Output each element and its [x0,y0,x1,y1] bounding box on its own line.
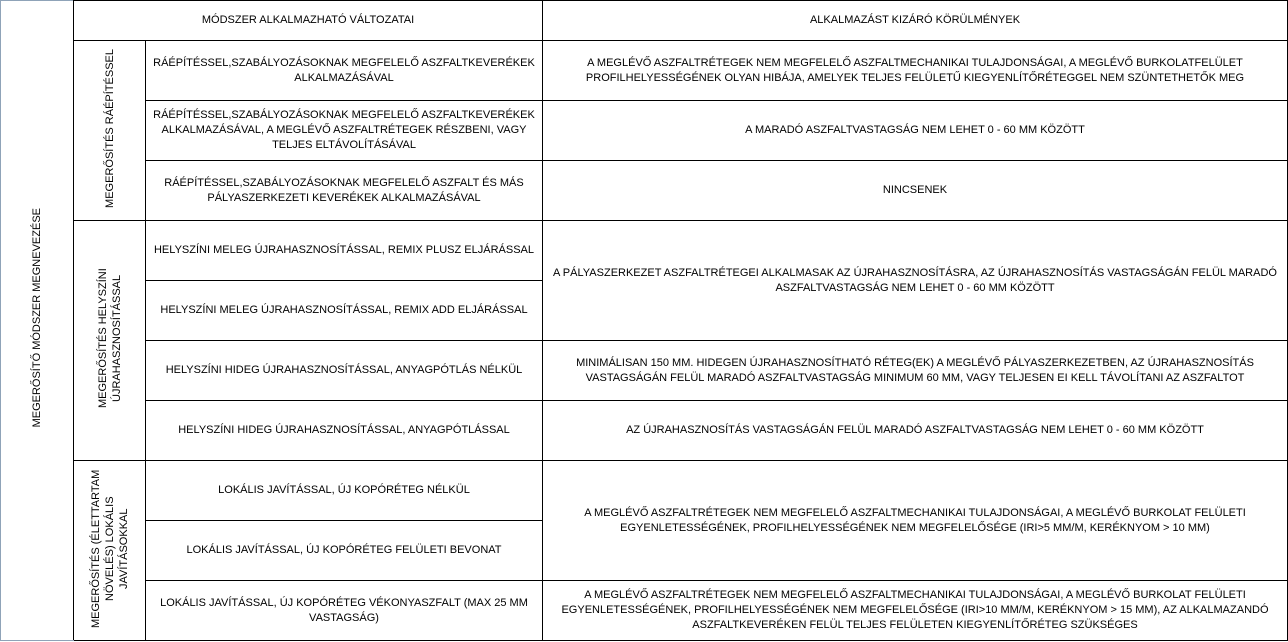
group-label: MEGERŐSÍTÉS HELYSZÍNI ÚJRAHASZNOSÍTÁSSAL [96,268,123,408]
table-row [1,461,1288,521]
outer-method-label-text: MEGERŐSÍTŐ MÓDSZER MEGNEVEZÉSE [31,208,43,428]
table-row [1,161,1288,221]
table-row [1,41,1288,101]
table-row [1,221,1288,281]
header-row [1,1,1288,41]
variant-cell: HELYSZÍNI HIDEG ÚJRAHASZNOSÍTÁSSAL, ANYAGPÓTLÁSSAL [146,401,543,461]
variant-cell: RÁÉPÍTÉSSEL,SZABÁLYOZÁSOKNAK MEGFELELŐ ASZFALT ÉS MÁS PÁLYASZERKEZETI KEVERÉKEK ALKALMAZÁSÁVAL [146,161,543,221]
exclusion-cell: A MEGLÉVŐ ASZFALTRÉTEGEK NEM MEGFELELŐ ASZFALTMECHANIKAI TULAJDONSÁGAI, A MEGLÉVŐ BURKOLATFELÜLET PROFILHELYESSÉGÉNEK OLYAN HIBÁJA, AMELYEK TELJES FELÜLETŰ KIEGYENLÍTŐRÉTEGGEL NEM SZÜNTETHETŐK MEG [543,41,1288,101]
group-label: MEGERŐSÍTÉS RÁÉPÍTÉSSEL [103,48,116,208]
variant-cell: LOKÁLIS JAVÍTÁSSAL, ÚJ KOPÓRÉTEG NÉLKÜL [146,461,543,521]
exclusion-cell: NINCSENEK [543,161,1288,221]
header-variants: MÓDSZER ALKALMAZHATÓ VÁLTOZATAI [74,1,543,41]
variant-cell: HELYSZÍNI MELEG ÚJRAHASZNOSÍTÁSSAL, REMIX PLUSZ ELJÁRÁSSAL [146,221,543,281]
variant-cell: RÁÉPÍTÉSSEL,SZABÁLYOZÁSOKNAK MEGFELELŐ ASZFALTKEVERÉKEK ALKALMAZÁSÁVAL [146,41,543,101]
table-row [1,341,1288,401]
outer-method-label [1,1,74,641]
group-label-cell [74,41,146,221]
variant-cell: LOKÁLIS JAVÍTÁSSAL, ÚJ KOPÓRÉTEG VÉKONYASZFALT (MAX 25 MM VASTAGSÁG) [146,581,543,641]
variant-cell: HELYSZÍNI MELEG ÚJRAHASZNOSÍTÁSSAL, REMIX ADD ELJÁRÁSSAL [146,281,543,341]
exclusion-cell: MINIMÁLISAN 150 MM. HIDEGEN ÚJRAHASZNOSÍTHATÓ RÉTEG(EK) A MEGLÉVŐ PÁLYASZERKEZETBEN, AZ ÚJRAHASZNOSÍTÁS VASTAGSÁGÁN FELÜL MARADÓ ASZFALTVASTAGSÁG MINIMUM 60 MM, VAGY TELJESEN EI KELL TÁVOLÍTANI AZ ASZFALTOT [543,341,1288,401]
table-row [1,101,1288,161]
variant-cell: LOKÁLIS JAVÍTÁSSAL, ÚJ KOPÓRÉTEG FELÜLETI BEVONAT [146,521,543,581]
group-label: MEGERŐSÍTÉS (ÉLETTARTAM NÖVELÉS) LOKÁLIS JAVÍTÁSOKKAL [89,468,130,628]
exclusion-cell: A MEGLÉVŐ ASZFALTRÉTEGEK NEM MEGFELELŐ ASZFALTMECHANIKAI TULAJDONSÁGAI, A MEGLÉVŐ BURKOLAT FELÜLETI EGYENLETESSÉGÉNEK, PROFILHELYESSÉGÉNEK NEM MEGFELELŐSÉGE (IRI>10 MM/M, KERÉKNYOM > 15 MM), AZ ALKALMAZANDÓ ASZFALTKEVERÉKEN FELÜL TELJES FELÜLETEN KIEGYENLÍTŐRÉTEG SZÜKSÉGES [543,581,1288,641]
exclusion-cell: A MARADÓ ASZFALTVASTAGSÁG NEM LEHET 0 - 60 MM KÖZÖTT [543,101,1288,161]
exclusion-cell: A PÁLYASZERKEZET ASZFALTRÉTEGEI ALKALMASAK AZ ÚJRAHASZNOSÍTÁSRA, AZ ÚJRAHASZNOSÍTÁS VASTAGSÁGÁN FELÜL MARADÓ ASZFALTVASTAGSÁG NEM LEHET 0 - 60 MM KÖZÖTT [543,221,1288,341]
exclusion-cell: A MEGLÉVŐ ASZFALTRÉTEGEK NEM MEGFELELŐ ASZFALTMECHANIKAI TULAJDONSÁGAI, A MEGLÉVŐ BURKOLAT FELÜLETI EGYENLETESSÉGÉNEK, PROFILHELYESSÉGÉNEK NEM MEGFELELŐSÉGE (IRI>5 MM/M, KERÉKNYOM > 10 MM) [543,461,1288,581]
variant-cell: RÁÉPÍTÉSSEL,SZABÁLYOZÁSOKNAK MEGFELELŐ ASZFALTKEVERÉKEK ALKALMAZÁSÁVAL, A MEGLÉVŐ ASZFALTRÉTEGEK RÉSZBENI, VAGY TELJES ELTÁVOLÍTÁSÁVAL [146,101,543,161]
group-label-cell [74,461,146,641]
table-row [1,581,1288,641]
group-label-cell [74,221,146,461]
table-row [1,401,1288,461]
header-exclusions: ALKALMAZÁST KIZÁRÓ KÖRÜLMÉNYEK [543,1,1288,41]
exclusion-cell: AZ ÚJRAHASZNOSÍTÁS VASTAGSÁGÁN FELÜL MARADÓ ASZFALTVASTAGSÁG NEM LEHET 0 - 60 MM KÖZÖTT [543,401,1288,461]
variant-cell: HELYSZÍNI HIDEG ÚJRAHASZNOSÍTÁSSAL, ANYAGPÓTLÁS NÉLKÜL [146,341,543,401]
